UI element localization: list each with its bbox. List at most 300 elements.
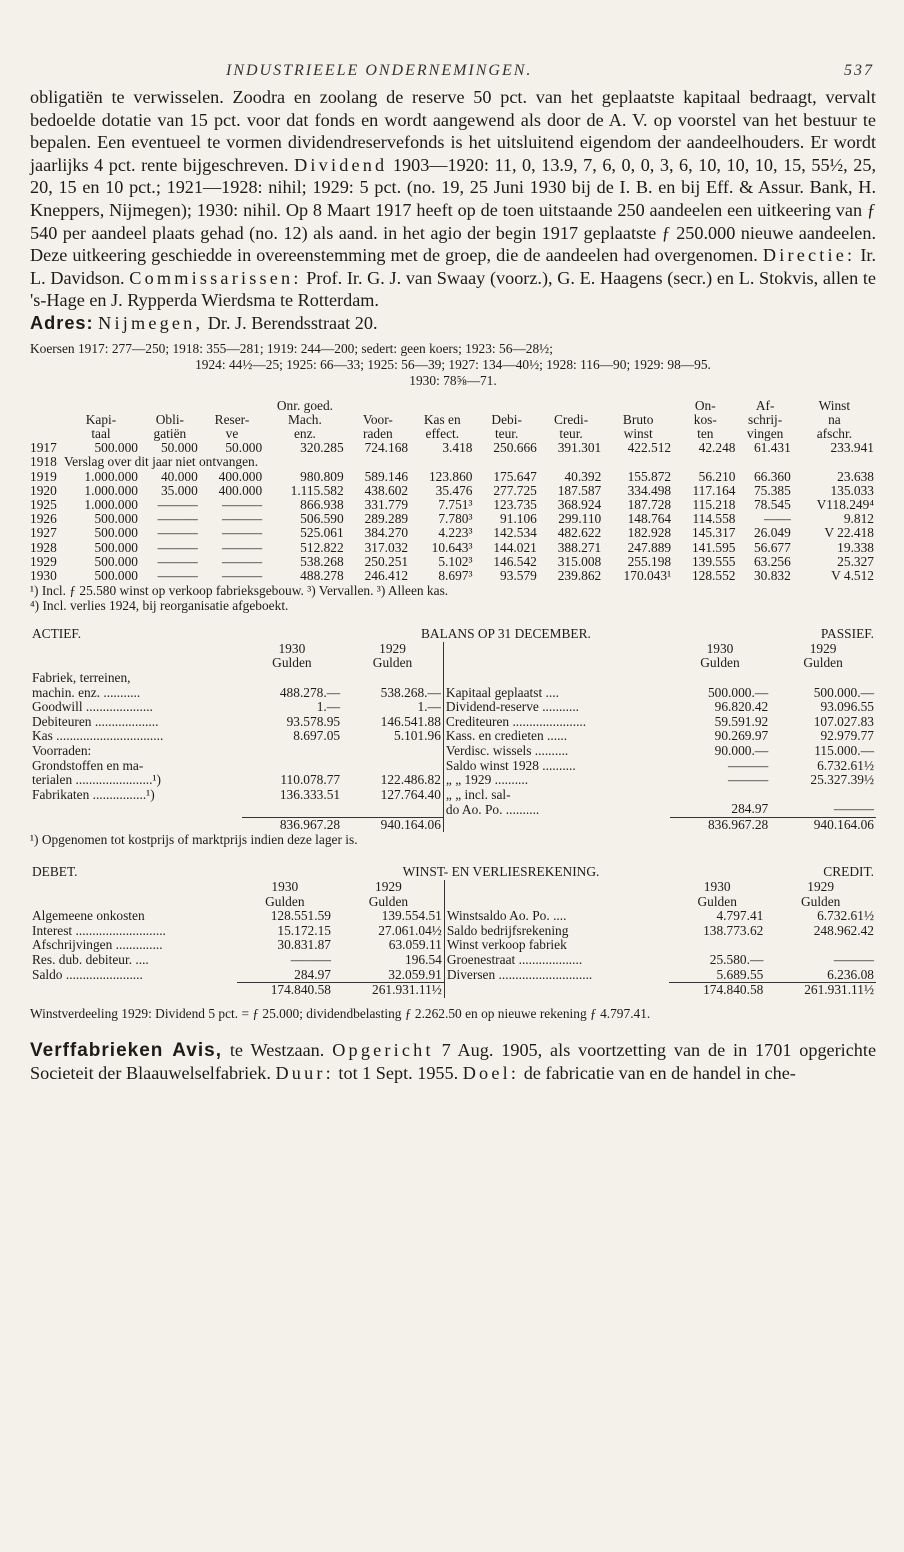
spacer [444,880,669,895]
table-cell: ——— [157,539,198,555]
table-cell: 182.928 [627,525,672,541]
text-dividend: 1903—1920: 11, 0, 13.9, 7, 6, 0, 0, 3, 6, 10, 10, 10, 15, 55½, 25, 20, 15 en 10 pct.; 1921—1928: nihil; 1929: 5 pct. (no. 19, 25 Juni 1930 bij de I. B. en bij Eff. & Assur. Bank, H. Kneppers, Nijmegen); 1930: nihil. Op 8 Maart 1917 heeft op de toen uitstaande 250 aandeelen een uitkeering van ƒ 540 per aandeel plaats gehad (no. 12) als aand. in het agio der begin 1917 geplaatste ƒ 250.000 nieuwe aandeelen. Deze uitkeering geschiedde in overeenstemming met de groep, die de aandeelen had overgenomen. [30,154,876,266]
ledger-left-title: ACTIEF. [32,626,82,642]
ledger-cell: 284.97 [294,966,331,982]
ledger-cell: 25.580.— [709,952,764,968]
table-cell: 128.552 [691,567,736,583]
table-cell: 1927 [30,525,57,541]
spacer [30,817,242,832]
ledger-cell: 139.554.51 [381,908,442,924]
ledger-cell: 196.54 [405,952,442,968]
ledger-cell: 59.591.92 [714,713,769,729]
year-cell: 1930 [278,640,306,656]
table-cell: 1928 [30,539,57,555]
ledger-cell: Kapitaal geplaatst .... [443,686,669,701]
ledger-cell: 6.236.08 [827,966,874,982]
unit-cell: Gulden [697,893,737,909]
table-cell: 506.590 [300,511,344,527]
label-directie: Directie: [762,245,856,266]
table-cell: 400.000 [218,482,263,498]
ledger-cell: 27.061.04½ [378,922,442,938]
year-cell: 1929 [375,879,402,895]
table-cell: 500.000 [94,553,138,569]
document-page [30,62,876,1085]
avis-paragraph [30,1039,876,1085]
ledger-cell: 63.059.11 [388,937,442,953]
label-adres: Adres: [30,312,94,333]
column-header: enz. [293,425,316,441]
table-cell: 42.248 [698,440,736,456]
text-directie: Ir. L. Davidson. [30,245,876,288]
table-cell: 388.271 [557,539,602,555]
ledger-cell: machin. enz. ........... [32,684,141,700]
ledger-cell: terialen .......................¹) [32,772,161,788]
spacer [30,880,237,895]
column-header [62,399,140,413]
table-cell: —— [764,511,791,527]
ledger-right-title: PASSIEF. [820,626,874,642]
unit-cell: Gulden [372,655,413,671]
ledger-row [30,773,876,788]
column-header: Obli- [155,411,185,427]
header-title: INDUSTRIEELE ONDERNEMINGEN. [226,62,533,79]
spacer [443,656,669,671]
adres-city: Nijmegen, [98,312,204,333]
ledger-row [30,700,876,715]
ledger-cell: 8.697.05 [293,728,341,744]
table-cell: 1.000.000 [84,482,138,498]
ledger-cell: Afschrijvingen .............. [32,937,163,953]
ledger-total-row [30,817,876,832]
table-cell: 7.751³ [438,496,473,512]
ledger-title: WINST- EN VERLIESREKENING. [402,864,600,880]
ledger-cell [242,744,343,759]
table-cell: 155.872 [627,468,672,484]
total-cell: 940.164.06 [342,817,443,832]
column-header: Kapi- [85,411,117,427]
table-cell: 391.301 [557,440,602,456]
ledger-cell [443,671,669,686]
ledger-cell: 107.027.83 [813,713,874,729]
ledger-cell: „ „ incl. sal- [443,788,669,803]
table-cell: ——— [157,525,198,541]
table-cell: 400.000 [218,468,263,484]
column-header: teur. [494,425,519,441]
table-cell: 589.146 [364,468,409,484]
ledger-cell: Saldo ....................... [32,966,143,982]
ledger-left-title: DEBET. [32,864,78,880]
table-cell: 500.000 [94,539,138,555]
ledger-row [30,938,876,953]
year-cell: 1930 [706,640,734,656]
ledger-cell: 93.578.95 [286,713,341,729]
ledger-cell: Diversen ............................ [444,968,669,983]
ledger-cell: 6.732.61½ [817,908,874,924]
ledger-row [30,715,876,730]
spacer [443,817,669,832]
column-header: Onr. goed. [276,397,334,413]
table-cell: 320.285 [300,440,344,456]
column-header: Bruto [622,411,654,427]
column-header [539,399,603,413]
table-cell: 93.579 [500,567,537,583]
table-cell: 9.812 [843,511,874,527]
unit-cell: Gulden [700,655,740,671]
table-cell: 1.000.000 [84,468,138,484]
balance-note: ¹) Opgenomen tot kostprijs of marktprijs indien deze lager is. [30,832,358,848]
ledger-cell: Interest ........................... [32,922,166,938]
ledger-cell: Algemeene onkosten [32,908,145,924]
table-cell: ——— [157,511,198,527]
profit-loss-account [30,865,876,997]
koersen-line-2: 1924: 44½—25; 1925: 66—33; 1925: 56—39; 1927: 134—40½; 1928: 116—90; 1929: 98—95. [195,356,711,372]
table-cell: 482.622 [557,525,602,541]
ledger-total-row [30,983,876,998]
table-cell: 246.412 [364,567,409,583]
table-cell: 3.418 [442,440,473,456]
ledger-cell: 138.773.62 [703,922,764,938]
table-cell: 61.431 [753,440,791,456]
table-cell: 1919 [30,468,57,484]
spacer [443,642,669,657]
table-cell: 23.638 [837,468,874,484]
column-header: afschr. [816,425,853,441]
table-cell: 114.558 [692,511,736,527]
column-header: Af- [755,397,775,413]
table-cell: 91.106 [500,511,537,527]
table-cell: 1917 [30,440,57,456]
ledger-cell: 500.000.— [707,684,769,700]
table-cell: 30.832 [753,567,791,583]
adres-street: Dr. J. Berendsstraat 20. [207,312,378,333]
ledger-cell: Winst verkoop fabriek [444,938,669,953]
ledger-unit-row [30,656,876,671]
spacer [30,983,237,998]
ledger-cell [242,671,343,686]
ledger-cell: 15.172.15 [277,922,331,938]
ledger-cell: 96.820.42 [714,699,769,715]
label-doel: Doel: [462,1063,520,1084]
column-header: schrij- [748,411,783,427]
ledger-cell: 1.— [417,699,441,715]
table-cell: 317.032 [364,539,409,555]
table-row [30,541,876,555]
table-cell: 144.021 [493,539,537,555]
column-header [30,427,62,441]
column-header: raden [363,425,393,441]
ledger-cell: 32.059.91 [388,966,442,982]
column-header: na [828,411,841,427]
table-cell: 25.327 [837,553,874,569]
table-cell: 422.512 [627,440,672,456]
table-cell: 40.392 [564,468,602,484]
ledger-cell: Verdisc. wissels .......... [443,744,669,759]
avis-doel: de fabricatie van en de handel in che- [523,1063,796,1084]
ledger-cell: Kas ................................ [32,728,164,744]
table-cell: 384.270 [364,525,409,541]
ledger-cell: ——— [728,772,769,788]
ledger-row [30,968,876,983]
ledger-unit-row [30,895,876,910]
ledger-cell: 110.078.77 [280,772,341,788]
table-cell: 500.000 [94,440,138,456]
column-header: Debi- [491,411,522,427]
ledger-cell: 488.278.— [279,684,341,700]
column-header: winst [623,425,653,441]
table-row [30,526,876,540]
ledger-cell: 122.486.82 [380,772,441,788]
ledger-cell [669,938,765,953]
table-cell: 250.666 [493,440,537,456]
ledger-cell: 115.000.— [814,742,874,758]
table-cell: 247.889 [627,539,672,555]
column-header: Voor- [362,411,393,427]
total-cell: 261.931.11½ [333,983,444,998]
column-header: ten [697,425,714,441]
table-cell: 500.000 [94,567,138,583]
spacer [30,642,242,657]
table-cell: 117.164 [692,482,736,498]
spacer [444,983,669,998]
ledger-cell [30,802,242,817]
ledger-cell: 25.327.39½ [810,772,874,788]
ledger-cell: Res. dub. debiteur. .... [32,952,149,968]
ledger-cell [342,759,443,774]
unit-cell: Gulden [800,893,841,909]
table-cell: 255.198 [627,553,672,569]
table-row [30,484,876,498]
table-notes [30,583,876,613]
table-cell: 115.218 [692,496,736,512]
table-cell: ——— [157,567,198,583]
paragraph-statutes [30,86,876,312]
ledger-cell [342,802,443,817]
ledger-cell: 136.333.51 [279,786,341,802]
table-cell: 8.697³ [438,567,473,583]
avis-duur: tot 1 Sept. 1955. [338,1063,459,1084]
column-header: Kas en [423,411,461,427]
financial-table [30,399,876,584]
ledger-cell: ——— [833,801,874,817]
table-cell: 1920 [30,482,57,498]
ledger-row [30,671,876,686]
unit-cell: Gulden [368,893,409,909]
table-cell: 500.000 [94,511,138,527]
ledger-cell [770,788,876,803]
table-cell: ——— [222,553,263,569]
avis-section [30,1039,876,1085]
column-header [30,413,62,427]
text-reserve: obligatiën te verwisselen. Zoodra en zoolang de reserve 50 pct. van het geplaatste kapitaal bedraagt, vervalt bedoelde dotatie van 15 pct. voor dat fonds en wordt aangewend als door de A. V. op voorstel van het bestuur te bepalen. Een eventueel te vormen dividendreservefonds is het uitsluitend eigendom der aandeelhouders. Er wordt jaarlijks 4 pct. rente bijgeschreven. [30,87,876,175]
table-cell: 980.809 [300,468,344,484]
ledger-cell: ——— [833,952,874,968]
column-header: teur. [559,425,583,441]
table-note-2: ⁴) Incl. verlies 1924, bij reorganisatie afgeboekt. [30,598,289,614]
ledger-cell [242,802,343,817]
total-cell: 174.840.58 [237,983,333,998]
table-cell: 239.862 [557,567,602,583]
ledger-cell: Goodwill .................... [32,699,153,715]
table-cell: 1.115.582 [290,482,344,498]
table-cell: 63.256 [753,553,791,569]
table-cell: 56.210 [698,468,736,484]
column-header: taal [91,425,111,441]
spacer [444,895,669,910]
ledger-title-row [30,627,876,642]
ledger-cell: Debiteuren ................... [32,713,159,729]
table-cell: 525.061 [300,525,344,541]
ledger-cell: Winstsaldo Ao. Po. .... [444,909,669,924]
column-header [140,399,200,413]
table-cell: 315.008 [557,553,602,569]
table-row [30,455,876,469]
ledger-cell: 248.962.42 [813,922,874,938]
table-cell: 187.728 [627,496,672,512]
ledger-cell: Kass. en credieten ...... [443,729,669,744]
ledger-cell: ——— [290,952,331,968]
table-cell: ——— [222,496,263,512]
column-header: Credi- [553,411,589,427]
table-row [30,498,876,512]
table-cell: 500.000 [94,525,138,541]
unit-cell: Gulden [265,893,305,909]
column-header [474,399,538,413]
table-cell: 78.545 [753,496,791,512]
ledger-row [30,729,876,744]
ledger-title-row [30,865,876,880]
spacer [30,895,237,910]
table-cell: 50.000 [160,440,198,456]
column-header [410,399,474,413]
column-header: gatiën [153,425,187,441]
table-cell: ——— [157,496,198,512]
year-cell: 1930 [271,879,299,895]
ledger-cell [770,671,876,686]
ledger-cell: Saldo winst 1928 .......... [443,759,669,774]
total-cell: 261.931.11½ [765,983,876,998]
table-cell: 26.049 [753,525,791,541]
table-cell: 141.595 [691,539,736,555]
spacer [30,656,242,671]
column-header: vingen [746,425,784,441]
table-cell: 866.938 [300,496,344,512]
ledger-row [30,953,876,968]
table-cell: ——— [222,511,263,527]
table-cell: 538.268 [300,553,344,569]
table-row [30,441,876,455]
table-cell: 142.534 [493,525,537,541]
column-header [200,399,264,413]
ledger-cell: 538.268.— [380,684,441,700]
ledger-row [30,924,876,939]
ledger-cell: do Ao. Po. .......... [443,802,669,817]
ledger-cell [670,788,771,803]
table-row [30,512,876,526]
ledger-cell: 1.— [316,699,341,715]
ledger-cell: 6.732.61½ [817,757,874,773]
ledger-cell: 90.000.— [714,742,769,758]
company-name: Verffabrieken Avis, [30,1039,222,1061]
ledger-cell: 93.096.55 [820,699,874,715]
table-cell: 135.033 [830,482,874,498]
table-cell: ——— [222,525,263,541]
table-cell: 123.735 [493,496,537,512]
balance-sheet [30,627,876,832]
table-cell: 148.764 [627,511,672,527]
table-cell: 35.000 [160,482,198,498]
ledger-cell: 146.541.88 [380,713,441,729]
table-cell: 7.780³ [438,511,473,527]
ledger-cell [670,671,771,686]
ledger-right-title: CREDIT. [823,864,874,880]
column-header [30,399,62,413]
table-note-1: ¹) Incl. ƒ 25.580 winst op verkoop fabrieksgebouw. ³) Vervallen. ³) Alleen kas. [30,583,449,599]
column-header: Mach. [288,411,322,427]
table-cell: ——— [222,539,263,555]
column-header: On- [694,397,716,413]
ledger-row [30,686,876,701]
table-cell: 66.360 [753,468,791,484]
table-cell: 1926 [30,511,57,527]
label-duur: Duur: [275,1063,334,1084]
table-cell: 75.385 [753,482,791,498]
table-cell: 331.779 [364,496,409,512]
table-cell: 368.924 [557,496,602,512]
table-row [30,569,876,583]
table-cell: 724.168 [364,440,409,456]
ledger-cell [342,744,443,759]
table-cell: V 4.512 [831,567,874,583]
column-header: Winst [818,397,851,413]
ledger-cell: 92.979.77 [820,728,874,744]
table-cell: Verslag over dit jaar niet ontvangen. [64,454,259,470]
total-cell: 836.967.28 [242,817,343,832]
table-cell: 1918 [30,454,57,470]
table-cell: 334.498 [627,482,672,498]
ledger-cell: Dividend-reserve ........... [443,700,669,715]
avis-opgericht: 7 Aug. 1905, als voortzetting van de in 1701 opgerichte Societeit der Blaauwelselfabriek. [30,1039,877,1084]
ledger-cell: 500.000.— [813,684,874,700]
text-commissarissen: Prof. Ir. G. J. van Swaay (voorz.), G. E. Haagens (secr.) en L. Stokvis, allen te 's-Hage en J. Rypperda Wierdsma te Rotterdam. [30,267,877,311]
ledger-row [30,802,876,817]
ledger-cell: Saldo bedrijfsrekening [444,924,669,939]
table-cell: ——— [222,567,263,583]
table-cell: 4.223³ [438,525,473,541]
table-cell: V 22.418 [824,525,874,541]
total-cell: 174.840.58 [669,983,765,998]
label-dividend: Dividend [294,154,388,175]
table-cell: 175.647 [493,468,537,484]
table-cell: 35.476 [435,482,473,498]
table-cell: 1925 [30,496,57,512]
ledger-cell [242,759,343,774]
ledger-row [30,909,876,924]
year-cell: 1929 [807,879,835,895]
table-cell: 50.000 [225,440,263,456]
ledger-cell: Groenestraat ................... [444,953,669,968]
column-header [603,399,673,413]
unit-cell: Gulden [803,655,843,671]
table-cell: 250.251 [364,553,409,569]
table-cell: 1930 [30,567,57,583]
ledger-cell: ——— [728,757,769,773]
label-opgericht: Opgericht [332,1039,434,1060]
table-cell: 512.822 [300,539,344,555]
ledger-cell: Crediteuren ...................... [443,715,669,730]
table-row [30,470,876,484]
table-header-row [30,413,876,427]
table-cell: 233.941 [830,440,874,456]
